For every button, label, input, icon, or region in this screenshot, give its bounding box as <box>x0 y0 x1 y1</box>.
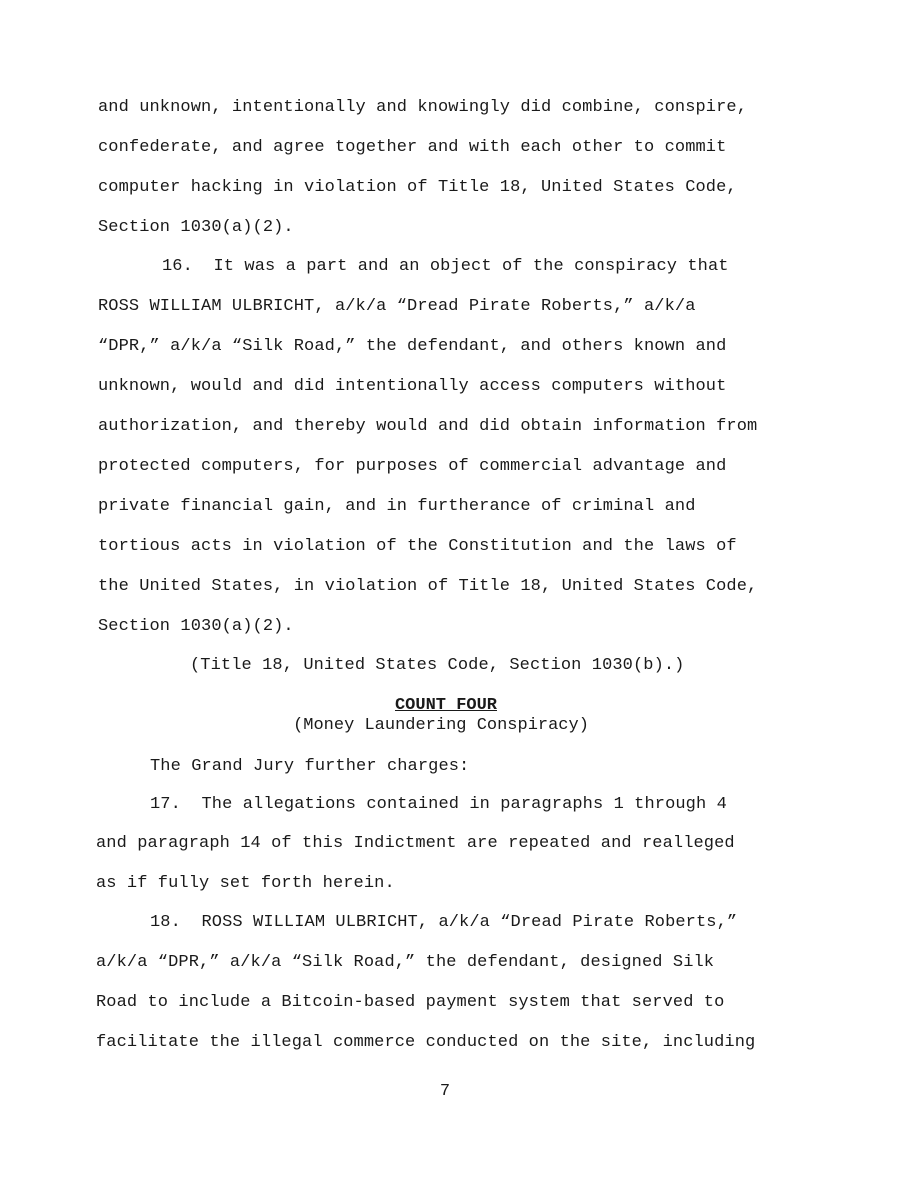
text-line: computer hacking in violation of Title 18, United States Code, <box>98 178 737 197</box>
text-line: authorization, and thereby would and did obtain information from <box>98 417 758 436</box>
text-line: Road to include a Bitcoin-based payment system that served to <box>96 993 725 1012</box>
text-line: unknown, would and did intentionally access computers without <box>98 377 727 396</box>
statute-citation: (Title 18, United States Code, Section 1030(b).) <box>190 656 685 675</box>
text-line: a/k/a “DPR,” a/k/a “Silk Road,” the defendant, designed Silk <box>96 953 715 972</box>
text-line: tortious acts in violation of the Constitution and the laws of <box>98 537 737 556</box>
count-four-subtitle: (Money Laundering Conspiracy) <box>293 716 589 735</box>
count-four-title: COUNT FOUR <box>394 696 498 715</box>
page-number: 7 <box>439 1082 451 1101</box>
text-line: Section 1030(a)(2). <box>98 617 294 636</box>
text-line: 17. The allegations contained in paragraphs 1 through 4 <box>150 795 727 814</box>
text-line: 16. It was a part and an object of the conspiracy that <box>162 257 729 276</box>
text-line: Section 1030(a)(2). <box>98 218 294 237</box>
text-line: as if fully set forth herein. <box>96 874 395 893</box>
text-line: facilitate the illegal commerce conducted on the site, including <box>96 1033 756 1052</box>
text-line: “DPR,” a/k/a “Silk Road,” the defendant, and others known and <box>98 337 727 356</box>
text-line: private financial gain, and in furtherance of criminal and <box>98 497 696 516</box>
text-line: ROSS WILLIAM ULBRICHT, a/k/a “Dread Pirate Roberts,” a/k/a <box>98 297 696 316</box>
text-line: and unknown, intentionally and knowingly did combine, conspire, <box>98 98 748 117</box>
text-line: protected computers, for purposes of commercial advantage and <box>98 457 727 476</box>
text-line: and paragraph 14 of this Indictment are repeated and realleged <box>96 834 735 853</box>
text-line: confederate, and agree together and with each other to commit <box>98 138 727 157</box>
grand-jury-charges: The Grand Jury further charges: <box>150 757 470 776</box>
text-line: the United States, in violation of Title 18, United States Code, <box>98 577 758 596</box>
text-line: 18. ROSS WILLIAM ULBRICHT, a/k/a “Dread Pirate Roberts,” <box>150 913 738 932</box>
